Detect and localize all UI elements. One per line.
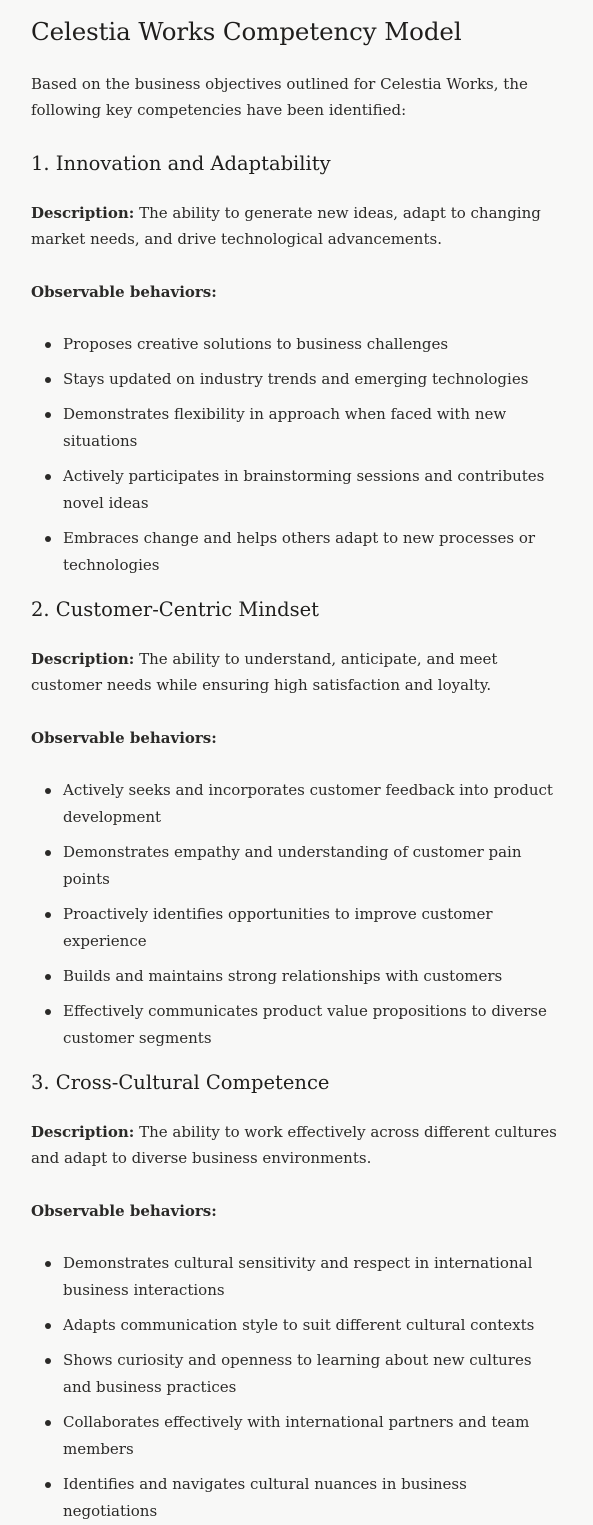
observable-behaviors-label: Observable behaviors: [31, 729, 217, 747]
list-item: Collaborates effectively with international partners and team members [31, 1409, 563, 1463]
behaviors-list [31, 777, 563, 1052]
list-item: Effectively communicates product value propositions to diverse customer segments [31, 998, 563, 1052]
list-item: Embraces change and helps others adapt to new processes or technologies [31, 525, 563, 579]
intro-paragraph: Based on the business objectives outlined for Celestia Works, the following key competencies have been identified: [31, 75, 528, 119]
behaviors-list [31, 1250, 563, 1525]
list-item: Demonstrates cultural sensitivity and respect in international business interactions [31, 1250, 563, 1304]
list-item: Actively seeks and incorporates customer feedback into product development [31, 777, 563, 831]
competency-heading: 1. Innovation and Adaptability [31, 152, 331, 175]
list-item: Actively participates in brainstorming sessions and contributes novel ideas [31, 463, 563, 517]
description-text: The ability to work effectively across different cultures and adapt to diverse business environments. [31, 1123, 557, 1167]
description-label: Description: [31, 1123, 135, 1141]
list-item: Demonstrates flexibility in approach when faced with new situations [31, 401, 563, 455]
list-item: Demonstrates empathy and understanding of customer pain points [31, 839, 563, 893]
list-item: Shows curiosity and openness to learning about new cultures and business practices [31, 1347, 563, 1401]
list-item: Builds and maintains strong relationships with customers [31, 963, 563, 990]
list-item: Proactively identifies opportunities to improve customer experience [31, 901, 563, 955]
page-title: Celestia Works Competency Model [31, 17, 462, 46]
list-item: Identifies and navigates cultural nuances in business negotiations [31, 1471, 563, 1525]
description-label: Description: [31, 204, 135, 222]
list-item: Proposes creative solutions to business challenges [31, 331, 563, 358]
observable-behaviors-label: Observable behaviors: [31, 283, 217, 301]
list-item: Adapts communication style to suit different cultural contexts [31, 1312, 563, 1339]
competency-section-customer [31, 596, 563, 1052]
competency-heading: 2. Customer-Centric Mindset [31, 598, 319, 621]
competency-description [31, 1119, 563, 1171]
description-text: The ability to understand, anticipate, and meet customer needs while ensuring high satisfaction and loyalty. [31, 650, 498, 694]
description-label: Description: [31, 650, 135, 668]
list-item: Stays updated on industry trends and emerging technologies [31, 366, 563, 393]
competency-description [31, 646, 563, 698]
description-text: The ability to generate new ideas, adapt to changing market needs, and drive technological advancements. [31, 204, 541, 248]
competency-section-cross-cultural [31, 1069, 563, 1525]
observable-behaviors-label: Observable behaviors: [31, 1202, 217, 1220]
competency-description [31, 200, 563, 252]
competency-heading: 3. Cross-Cultural Competence [31, 1071, 330, 1094]
behaviors-list [31, 331, 563, 579]
competency-section-innovation [31, 150, 563, 579]
